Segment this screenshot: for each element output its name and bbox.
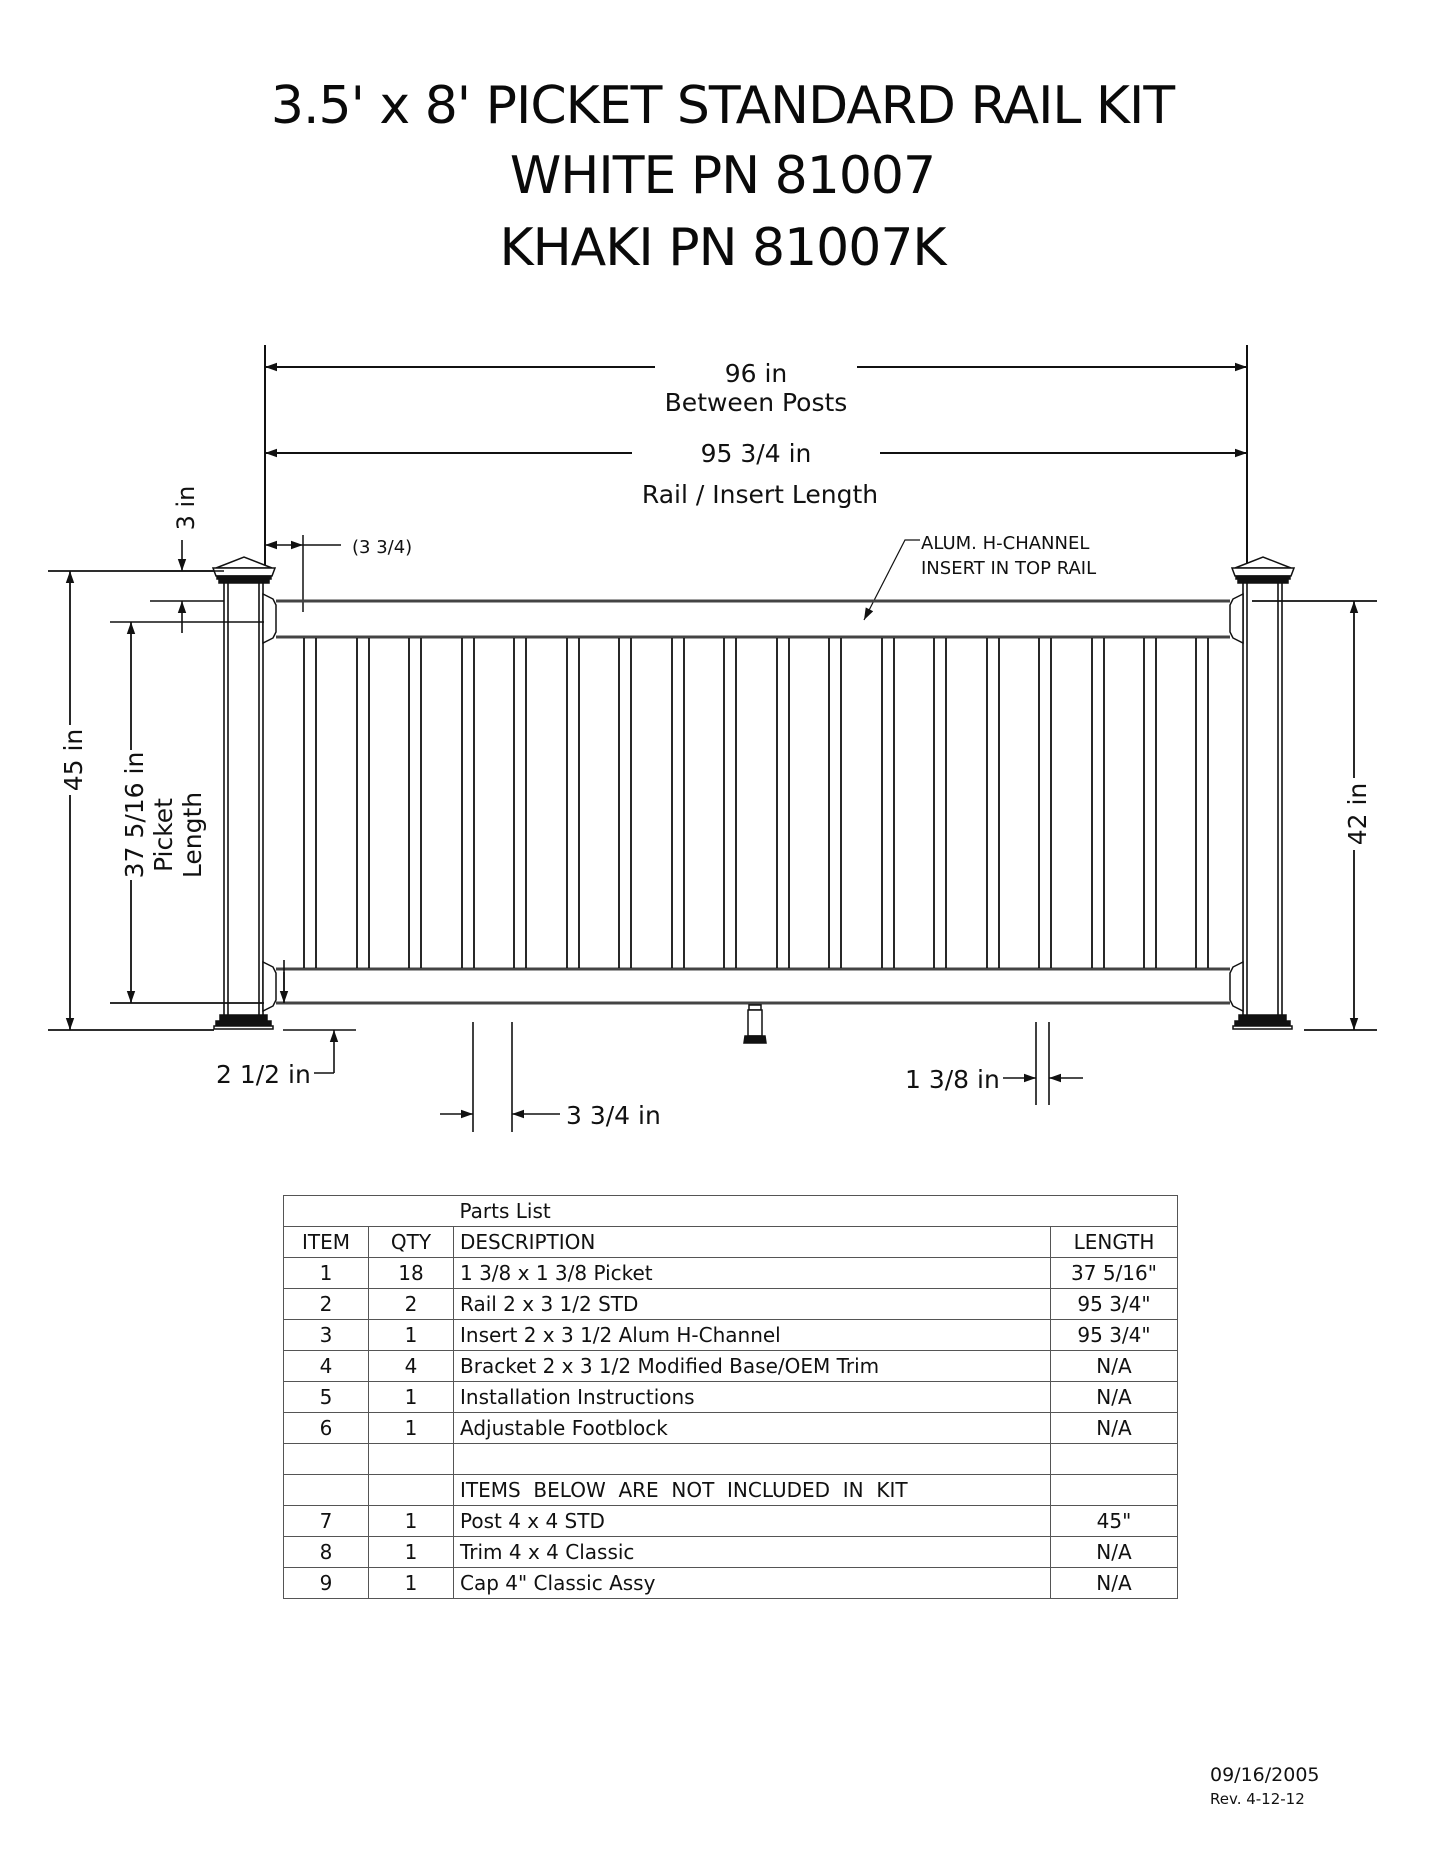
revision-label: Rev. 4-12-12: [1210, 1790, 1305, 1808]
table-row: 3 1 Insert 2 x 3 1/2 Alum H-Channel 95 3/4": [284, 1320, 1178, 1351]
parts-list-caption-row: [284, 1196, 1178, 1227]
header-description: DESCRIPTION: [454, 1227, 1051, 1258]
table-row: 9 1 Cap 4" Classic Assy N/A: [284, 1568, 1178, 1599]
dim-picket-spacing-value: 3 3/4 in: [566, 1101, 661, 1130]
dim-picket-spacing: [440, 1022, 560, 1132]
dim-rail-length-label: Rail / Insert Length: [641, 480, 879, 509]
dim-picket-length-label-2: Length: [178, 791, 207, 879]
table-row: 4 4 Bracket 2 x 3 1/2 Modified Base/OEM Trim N/A: [284, 1351, 1178, 1382]
dim-picket-width-value: 1 3/8 in: [905, 1065, 1000, 1094]
rail-brackets: [263, 594, 1243, 1011]
not-included-note: ITEMS BELOW ARE NOT INCLUDED IN KIT: [454, 1475, 1051, 1506]
table-row: 6 1 Adjustable Footblock N/A: [284, 1413, 1178, 1444]
dim-picket-length-label-1: Picket: [149, 798, 178, 872]
dim-bottom-clearance: [283, 960, 356, 1073]
title-line-3: KHAKI PN 81007K: [499, 218, 946, 278]
pickets: [304, 638, 1208, 968]
parts-list-caption: Parts List: [454, 1196, 1051, 1227]
drawing-date: 09/16/2005: [1210, 1764, 1320, 1786]
bottom-rail: [276, 969, 1230, 1003]
header-length: LENGTH: [1051, 1227, 1178, 1258]
top-rail: [276, 601, 1230, 637]
dim-cap-offset-value: 3 in: [172, 485, 200, 531]
header-qty: QTY: [369, 1227, 454, 1258]
table-row: 1 18 1 3/8 x 1 3/8 Picket 37 5/16": [284, 1258, 1178, 1289]
table-row-empty: [284, 1444, 1178, 1475]
table-row: 5 1 Installation Instructions N/A: [284, 1382, 1178, 1413]
dim-overall-height-value: 45 in: [59, 728, 88, 792]
title-line-2: WHITE PN 81007: [509, 146, 936, 206]
h-channel-callout-leader: [864, 540, 920, 620]
parts-list-header-row: [284, 1227, 1178, 1258]
left-post: [224, 582, 263, 1018]
header-item: ITEM: [284, 1227, 369, 1258]
dim-bottom-clearance-value: 2 1/2 in: [216, 1060, 311, 1089]
dim-between-posts-value: 96 in: [724, 359, 788, 388]
left-post-base-trim: [214, 1015, 273, 1029]
table-row: 7 1 Post 4 x 4 STD 45": [284, 1506, 1178, 1537]
right-post-base-trim: [1233, 1015, 1292, 1029]
dim-between-posts-label: Between Posts: [664, 388, 848, 417]
dim-picket-length-value: 37 5/16 in: [120, 751, 149, 879]
parts-list-table: [283, 1195, 1178, 1599]
table-row-not-included-note: [284, 1475, 1178, 1506]
adjustable-footblock: [744, 1005, 766, 1043]
title-line-1: 3.5' x 8' PICKET STANDARD RAIL KIT: [270, 76, 1175, 136]
callout-line-2: INSERT IN TOP RAIL: [921, 558, 1097, 579]
right-post: [1243, 582, 1282, 1018]
table-row: 2 2 Rail 2 x 3 1/2 STD 95 3/4": [284, 1289, 1178, 1320]
callout-line-1: ALUM. H-CHANNEL: [921, 533, 1090, 554]
table-row: 8 1 Trim 4 x 4 Classic N/A: [284, 1537, 1178, 1568]
dim-rail-length-value: 95 3/4 in: [700, 439, 812, 468]
dim-picket-width: [1003, 1022, 1083, 1105]
dim-rail-setback-value: (3 3/4): [352, 537, 413, 558]
dim-rail-height-value: 42 in: [1343, 782, 1372, 846]
right-post-cap: [1232, 557, 1294, 583]
